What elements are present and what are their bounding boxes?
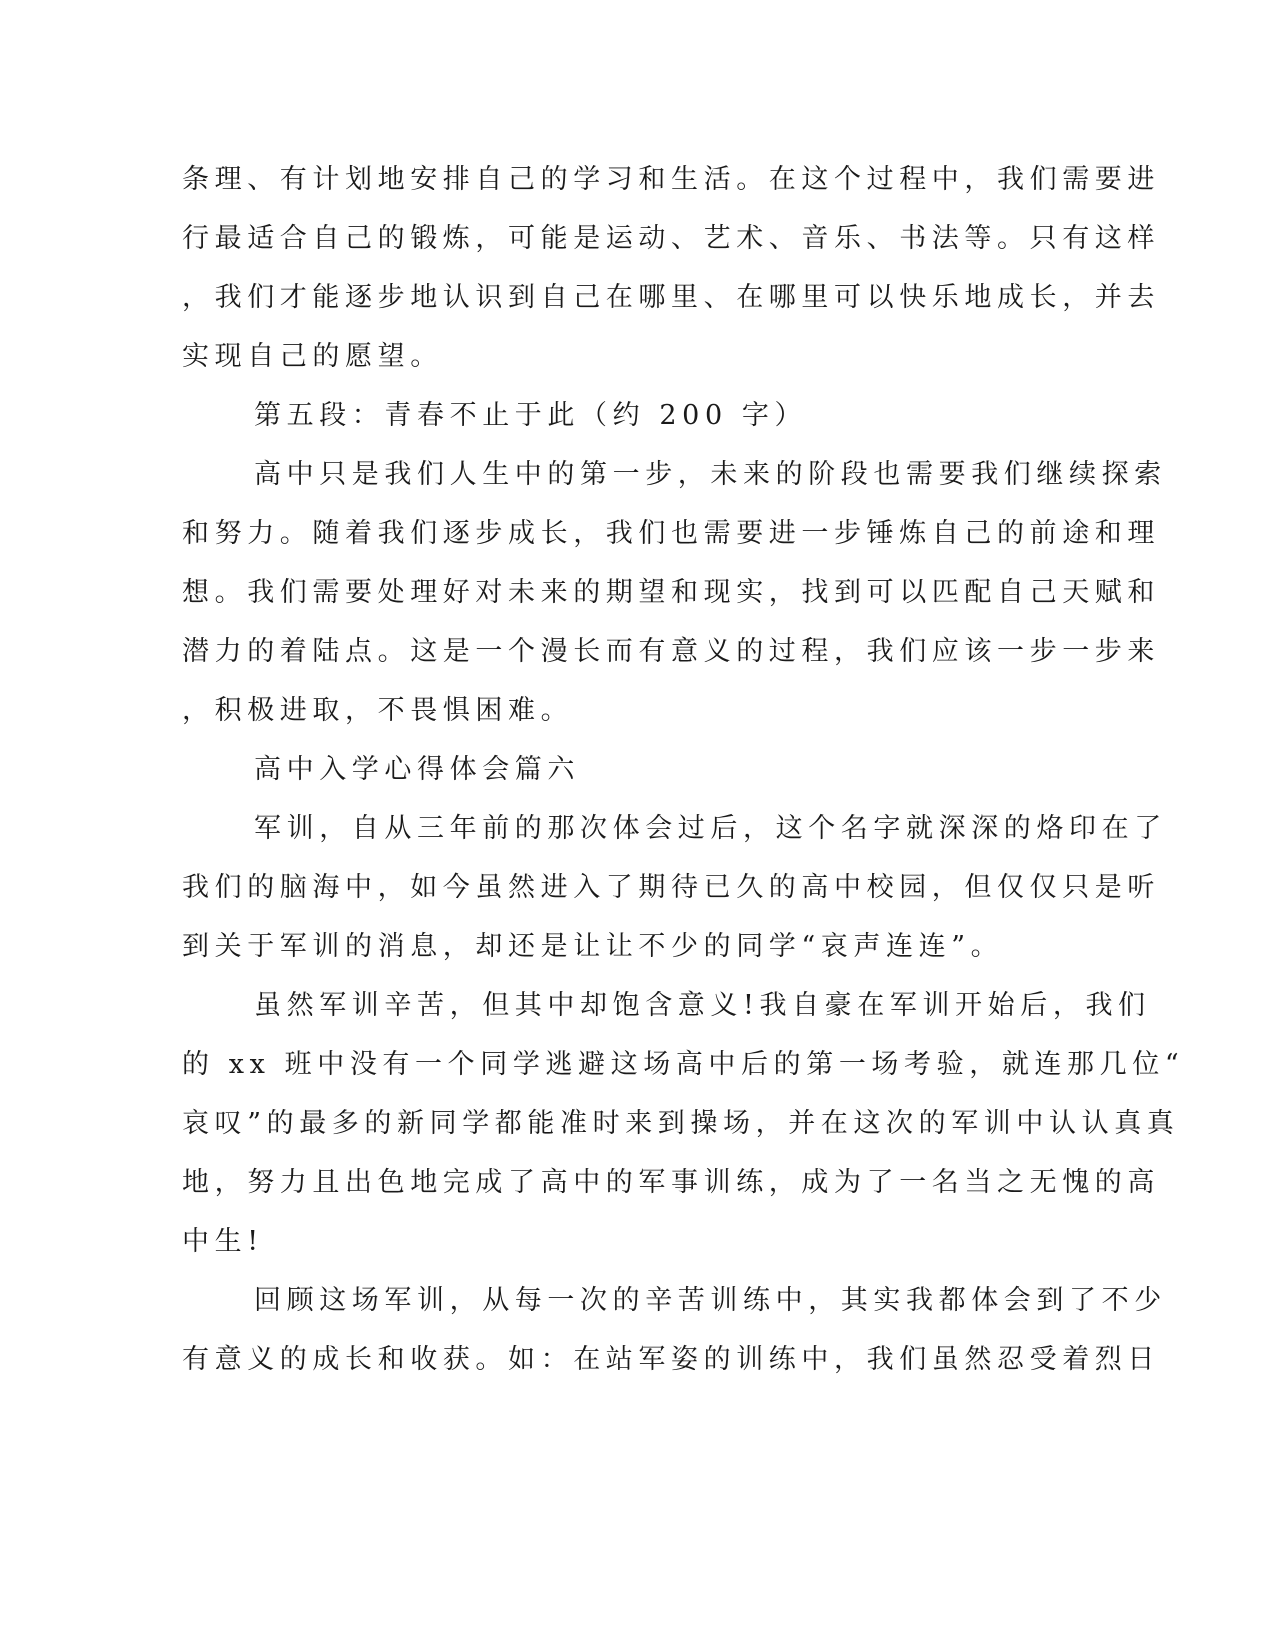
body-text-line: 和努力。随着我们逐步成长，我们也需要进一步锤炼自己的前途和理 xyxy=(182,518,1160,549)
body-text-line: 地，努力且出色地完成了高中的军事训练，成为了一名当之无愧的高 xyxy=(182,1167,1160,1198)
body-text-line: 有意义的成长和收获。如：在站军姿的训练中，我们虽然忍受着烈日 xyxy=(182,1344,1160,1375)
body-text-line: 我们的脑海中，如今虽然进入了期待已久的高中校园，但仅仅只是听 xyxy=(182,872,1160,903)
body-text-line: 到关于军训的消息，却还是让让不少的同学“哀声连连”。 xyxy=(182,931,1004,962)
body-text-line: 虽然军训辛苦，但其中却饱含意义!我自豪在军训开始后，我们 xyxy=(254,990,1151,1021)
body-text-line: 军训，自从三年前的那次体会过后，这个名字就深深的烙印在了 xyxy=(254,813,1167,844)
body-text-line: 实现自己的愿望。 xyxy=(182,341,443,372)
body-text-line: 想。我们需要处理好对未来的期望和现实，找到可以匹配自己天赋和 xyxy=(182,577,1160,608)
body-text-line: ，积极进取，不畏惧困难。 xyxy=(182,695,574,726)
body-text-line: 高中只是我们人生中的第一步，未来的阶段也需要我们继续探索 xyxy=(254,459,1167,490)
body-text-line: 回顾这场军训，从每一次的辛苦训练中，其实我都体会到了不少 xyxy=(254,1285,1167,1316)
section-heading: 第五段：青春不止于此（约 200 字） xyxy=(254,400,808,431)
body-text-line: 行最适合自己的锻炼，可能是运动、艺术、音乐、书法等。只有这样 xyxy=(182,223,1160,254)
body-text-line: 哀叹”的最多的新同学都能准时来到操场，并在这次的军训中认认真真 xyxy=(182,1108,1180,1139)
body-text-line: 中生! xyxy=(182,1226,264,1257)
body-text-line: 条理、有计划地安排自己的学习和生活。在这个过程中，我们需要进 xyxy=(182,164,1160,195)
section-heading: 高中入学心得体会篇六 xyxy=(254,754,580,785)
body-text-line: 潜力的着陆点。这是一个漫长而有意义的过程，我们应该一步一步来 xyxy=(182,636,1160,667)
body-text-line: 的 xx 班中没有一个同学逃避这场高中后的第一场考验，就连那几位“ xyxy=(182,1049,1185,1080)
body-text-line: ，我们才能逐步地认识到自己在哪里、在哪里可以快乐地成长，并去 xyxy=(182,282,1160,313)
